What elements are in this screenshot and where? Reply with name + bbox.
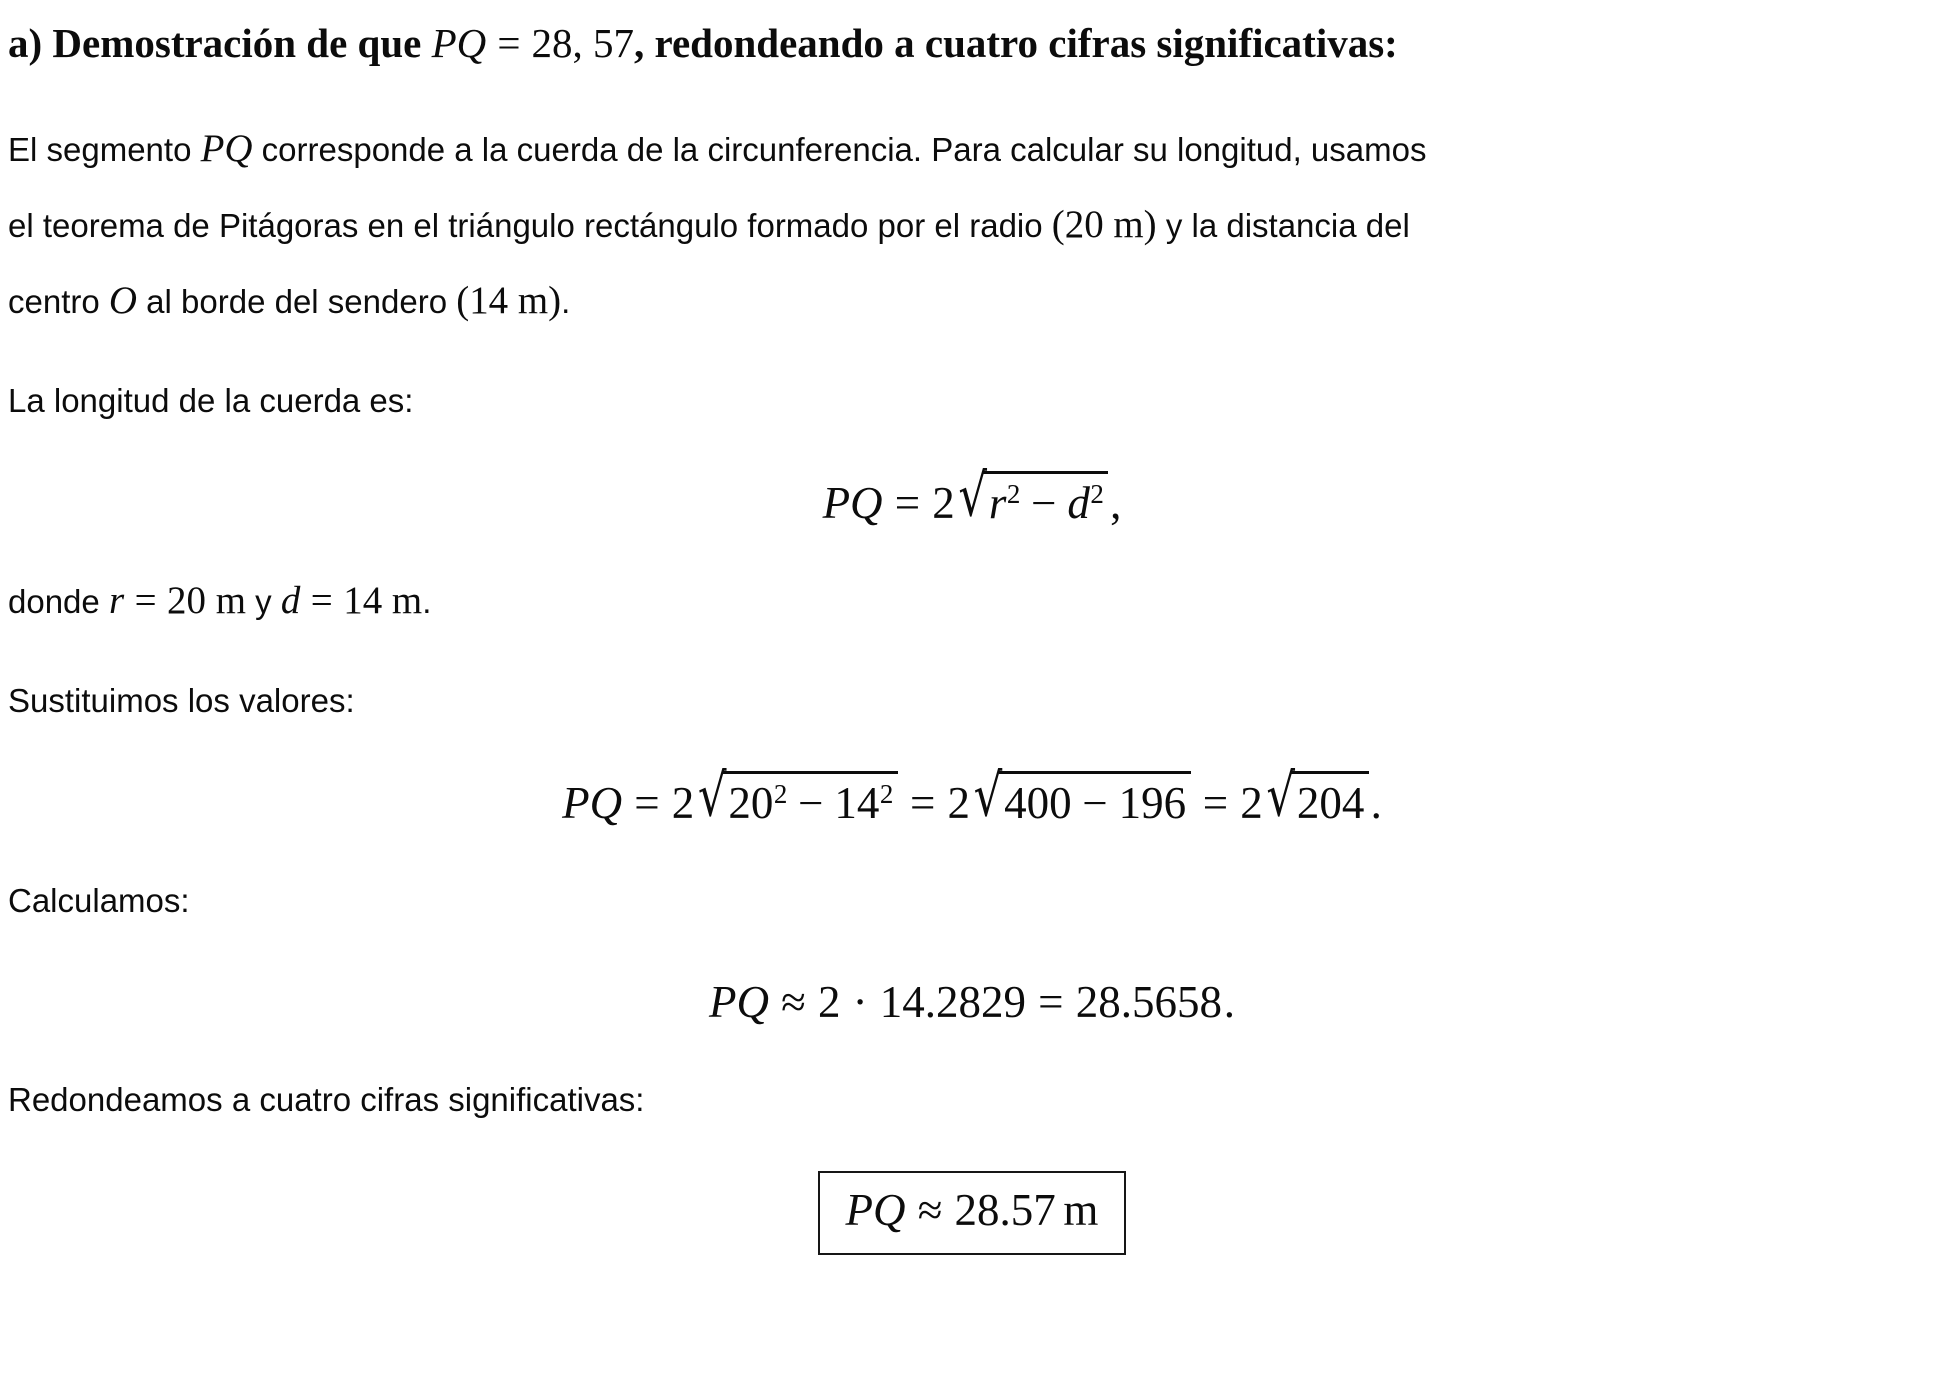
math-operator: =: [134, 579, 157, 622]
math-operator: =: [310, 579, 333, 622]
text-run: y la distancia del: [1156, 207, 1410, 245]
math-operator: ≈: [917, 1184, 943, 1235]
math-sqrt: [697, 760, 898, 839]
where-line: [8, 563, 1936, 639]
math-variable: PQ: [822, 478, 883, 529]
radical-sign-icon: √: [958, 460, 988, 530]
math-number: 28.57: [954, 1184, 1056, 1235]
math-number: 196: [1118, 778, 1187, 828]
math-superscript: 2: [773, 779, 788, 810]
text-run: y: [245, 583, 281, 620]
math-number: 14: [834, 778, 880, 828]
label-round: Redondeamos a cuatro cifras significativas:: [8, 1080, 645, 1118]
math-operator: =: [634, 778, 660, 828]
math-superscript: 2: [1006, 479, 1021, 510]
math-number: 2: [671, 778, 695, 828]
math-operator: =: [894, 478, 921, 529]
math-number: 20: [728, 778, 774, 828]
math-operator: ·: [852, 976, 868, 1027]
math-operator: ≈: [781, 976, 806, 1027]
heading-text-run: , redondeando a cuatro cifras significativas:: [634, 20, 1398, 66]
math-operator: =: [910, 778, 936, 828]
math-number: 2: [947, 778, 971, 828]
math-punctuation: .: [1223, 976, 1235, 1027]
math-sqrt: [1266, 760, 1368, 839]
math-operator: −: [798, 778, 824, 828]
math-number: 28.5658: [1075, 976, 1222, 1027]
math-punctuation: ,: [1110, 478, 1122, 529]
math-operator: −: [1082, 778, 1108, 828]
math-number: 14 m: [343, 579, 423, 622]
math-variable: O: [108, 279, 137, 323]
formula-computed: [8, 968, 1936, 1038]
math-sqrt: [958, 460, 1108, 539]
radical-sign-icon: √: [973, 760, 1003, 830]
math-variable: PQ: [200, 127, 253, 171]
text-run: .: [561, 283, 571, 321]
math-number: 400: [1004, 778, 1072, 828]
label-substitute: Sustituimos los valores:: [8, 682, 355, 719]
intro-line-1: [8, 111, 1936, 187]
math-variable: d: [280, 579, 301, 622]
intro-line-2: [8, 187, 1936, 263]
text-run: corresponde a la cuerda de la circunferencia. Para calcular su longitud, usamos: [252, 131, 1427, 169]
math-superscript: 2: [879, 779, 894, 810]
math-number: (20 m): [1051, 203, 1157, 247]
text-run: centro: [8, 283, 109, 321]
intro-line-3: [8, 263, 1936, 339]
math-sqrt: [973, 760, 1191, 839]
text-run: donde: [8, 583, 109, 620]
math-punctuation: .: [1370, 778, 1382, 828]
math-variable: PQ: [709, 976, 769, 1027]
radical-sign-icon: √: [697, 760, 727, 830]
math-operator: −: [1031, 478, 1057, 529]
math-number: 28, 57: [531, 20, 635, 66]
math-operator: =: [1038, 976, 1064, 1027]
math-variable: PQ: [562, 778, 623, 828]
math-number: (14 m): [456, 279, 562, 323]
heading-part-a: [8, 18, 1936, 69]
math-number: 2: [932, 478, 955, 529]
formula-rounded: [846, 1185, 1099, 1235]
math-variable: d: [1067, 478, 1090, 529]
text-run: el teorema de Pitágoras en el triángulo rectángulo formado por el radio: [8, 207, 1052, 245]
formula-substituted: [8, 760, 1936, 839]
math-variable: PQ: [431, 20, 487, 66]
math-operator: =: [497, 20, 521, 66]
result-row: [8, 1171, 1936, 1256]
math-number: 14.2829: [879, 976, 1027, 1027]
text-run: El segmento: [8, 131, 201, 169]
math-number: 20 m: [167, 579, 246, 622]
text-run: al borde del sendero: [137, 283, 457, 321]
text-run: .: [422, 583, 432, 620]
math-number: 204: [1296, 778, 1365, 828]
math-number: 2: [1240, 778, 1263, 828]
document-root: [8, 18, 1936, 1255]
formula-general: [8, 460, 1936, 539]
radicand: [999, 771, 1191, 829]
radicand: [723, 771, 898, 829]
math-variable: r: [988, 478, 1007, 529]
math-operator: =: [1202, 778, 1229, 828]
math-number: 2: [817, 976, 841, 1027]
math-variable: r: [108, 579, 125, 622]
radicand: [1291, 771, 1368, 829]
heading-text-run: a) Demostración de que: [8, 20, 432, 66]
label-chord-length: La longitud de la cuerda es:: [8, 382, 414, 420]
label-compute: Calculamos:: [8, 881, 190, 919]
radical-sign-icon: √: [1266, 760, 1296, 830]
math-unit: m: [1063, 1184, 1099, 1235]
radicand: [983, 471, 1108, 529]
math-superscript: 2: [1090, 479, 1104, 510]
result-box: [818, 1171, 1127, 1256]
math-variable: PQ: [845, 1184, 906, 1235]
